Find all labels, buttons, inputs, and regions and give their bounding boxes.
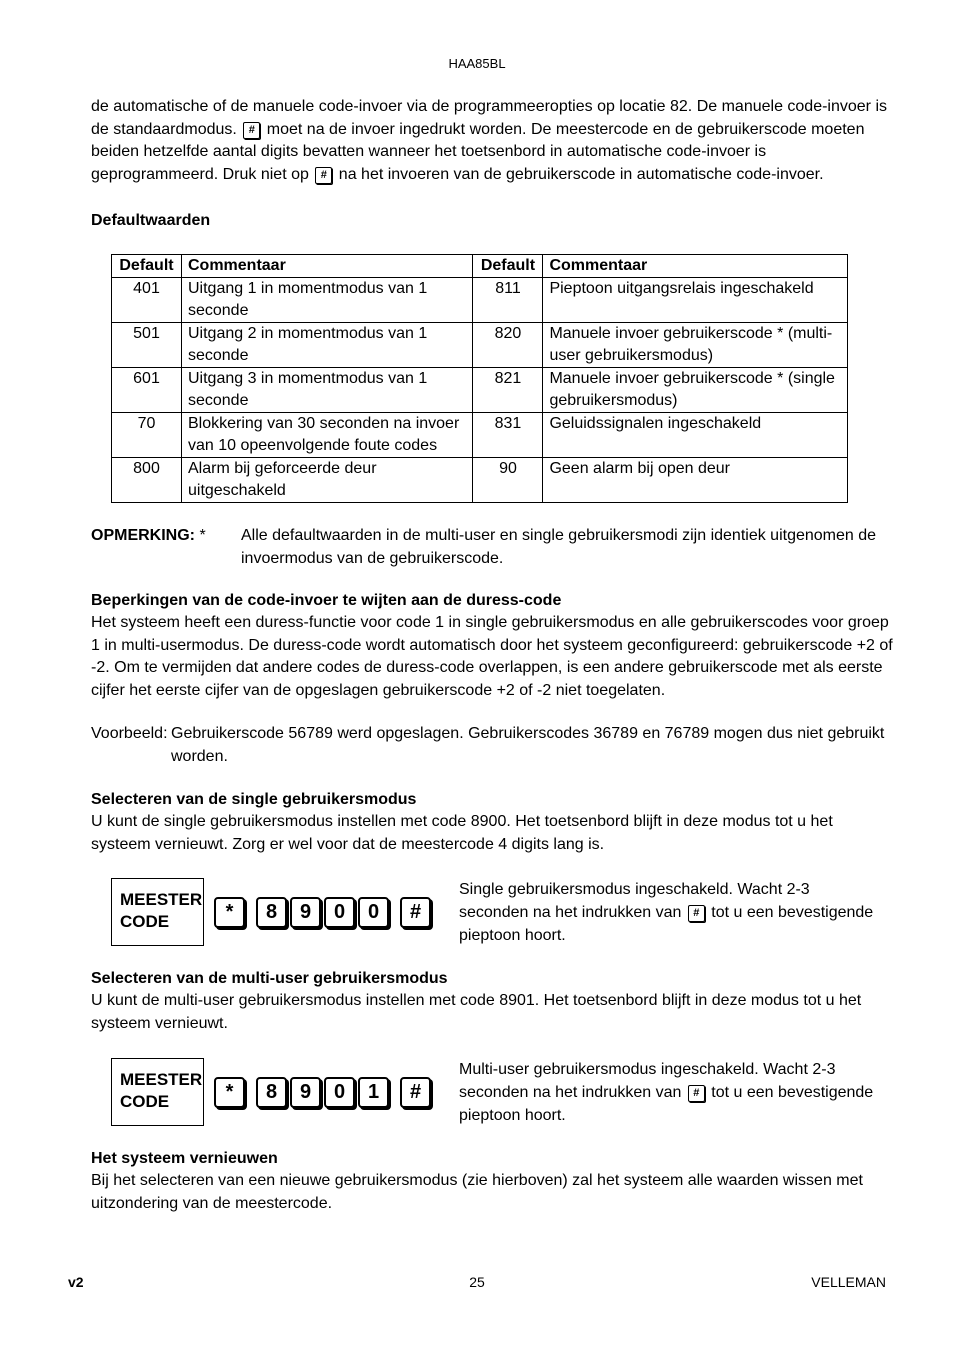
example-label: Voorbeeld: [91, 725, 168, 742]
table-cell-comment: Geen alarm bij open deur [543, 458, 848, 503]
master-code-line2: CODE [120, 1092, 170, 1111]
master-code-box [111, 878, 204, 946]
column-header-comment: Commentaar [181, 255, 472, 278]
table-cell-comment: Pieptoon uitgangsrelais ingeschakeld [543, 278, 848, 323]
hash-key-icon: # [688, 905, 705, 922]
master-code-line1: MEESTER [120, 1070, 203, 1089]
table-cell-default: 401 [112, 278, 182, 323]
single-mode-key-sequence [214, 897, 431, 928]
multi-mode-description [459, 1058, 879, 1127]
intro-text-1: de automatische of de manuele code-invoer via de programmeeropties op locatie 82. De manuele code-invoer is de standaardmodus. [91, 98, 888, 138]
table-cell-comment: Uitgang 3 in momentmodus van 1 seconde [181, 368, 472, 413]
column-header-default: Default [112, 255, 182, 278]
footer-brand: VELLEMAN [811, 1274, 886, 1290]
table-row [112, 458, 848, 503]
renew-heading: Het systeem vernieuwen [91, 1150, 278, 1167]
table-cell-comment: Uitgang 1 in momentmodus van 1 seconde [181, 278, 472, 323]
digit-key-icon: 0 [324, 897, 355, 928]
multi-side-text-2: tot u een bevestigende pieptoon hoort. [459, 1084, 874, 1124]
intro-paragraph [91, 96, 896, 186]
defaults-table [111, 254, 848, 503]
intro-text-2: moet na de invoer ingedrukt worden. De meestercode en de gebruikerscode moeten beiden hetzelfde aantal digits bevatten wanneer het toetsenbord in automatische code-invoer is geprogrammeerd. Druk niet op [91, 120, 865, 183]
table-cell-default: 800 [112, 458, 182, 503]
single-mode-description [459, 878, 879, 947]
table-cell-comment: Manuele invoer gebruikerscode * (multi-user gebruikersmodus) [543, 323, 848, 368]
master-code-line2: CODE [120, 912, 170, 931]
duress-paragraph: Het systeem heeft een duress-functie voor code 1 in single gebruikersmodus en alle gebruikerscodes voor groep 1 in multi-usermodus. De duress-code wordt automatisch door het systeem geconfigureerd: gebruikerscode +2 of -2. Om te vermijden dat andere codes de duress-code overlappen, is een andere gebruikerscode met als eerste cijfer het eerste cijfer van de opgeslagen gebruikerscode +2 of -2 niet toegelaten. [91, 614, 893, 699]
table-cell-default: 90 [473, 458, 543, 503]
table-cell-default: 820 [473, 323, 543, 368]
digit-key-icon: 1 [358, 1077, 389, 1108]
hash-key-icon: # [400, 897, 431, 928]
digit-key-icon: 8 [256, 897, 287, 928]
multi-side-text-1: Multi-user gebruikersmodus ingeschakeld. Wacht 2-3 seconden na het indrukken van [459, 1061, 836, 1101]
table-cell-default: 70 [112, 413, 182, 458]
table-cell-default: 811 [473, 278, 543, 323]
table-cell-comment: Geluidssignalen ingeschakeld [543, 413, 848, 458]
table-cell-comment: Uitgang 2 in momentmodus van 1 seconde [181, 323, 472, 368]
intro-text-3: na het invoeren van de gebruikerscode in automatische code-invoer. [338, 165, 824, 183]
footer-page-number: 25 [469, 1274, 485, 1290]
note-marker: * [199, 527, 206, 544]
hash-key-icon: # [688, 1085, 705, 1102]
note-label [91, 524, 206, 547]
column-header-default: Default [473, 255, 543, 278]
renew-paragraph: Bij het selecteren van een nieuwe gebruikersmodus (zie hierboven) zal het systeem alle waarden wissen met uitzondering van de meestercode. [91, 1172, 863, 1212]
multi-mode-paragraph: U kunt de multi-user gebruikersmodus instellen met code 8901. Het toetsenbord blijft in deze modus tot u het systeem vernieuwt. [91, 992, 862, 1032]
single-mode-paragraph: U kunt de single gebruikersmodus instellen met code 8900. Het toetsenbord blijft in deze modus tot u het systeem vernieuwt. Zorg er wel voor dat de meestercode 4 digits lang is. [91, 813, 833, 853]
digit-key-icon: 9 [290, 1077, 321, 1108]
master-code-box [111, 1058, 204, 1126]
note-label-text: OPMERKING: [91, 527, 195, 544]
hash-key-icon: # [315, 167, 332, 184]
multi-mode-key-sequence [214, 1077, 431, 1108]
table-row [112, 278, 848, 323]
digit-key-icon: 0 [358, 897, 389, 928]
footer-version: v2 [68, 1274, 84, 1290]
single-side-text-1: Single gebruikersmodus ingeschakeld. Wacht 2-3 seconden na het indrukken van [459, 881, 810, 921]
table-row [112, 413, 848, 458]
table-cell-default: 601 [112, 368, 182, 413]
hash-key-icon: # [243, 122, 260, 139]
multi-mode-heading: Selecteren van de multi-user gebruikersmodus [91, 970, 448, 987]
hash-key-icon: # [400, 1077, 431, 1108]
master-code-line1: MEESTER [120, 890, 203, 909]
table-header-row [112, 255, 848, 278]
note-text: Alle defaultwaarden in de multi-user en single gebruikersmodi zijn identiek uitgenomen de invoermodus van de gebruikerscode. [241, 527, 877, 567]
table-row [112, 323, 848, 368]
single-mode-heading: Selecteren van de single gebruikersmodus [91, 791, 417, 808]
table-cell-default: 821 [473, 368, 543, 413]
digit-key-icon: 9 [290, 897, 321, 928]
table-cell-comment: Manuele invoer gebruikerscode * (single gebruikersmodus) [543, 368, 848, 413]
star-key-icon: * [214, 1077, 245, 1108]
duress-heading: Beperkingen van de code-invoer te wijten aan de duress-code [91, 592, 562, 609]
table-row [112, 368, 848, 413]
example-text: Gebruikerscode 56789 werd opgeslagen. Gebruikerscodes 36789 en 76789 mogen dus niet gebruikt worden. [171, 725, 885, 765]
star-key-icon: * [214, 897, 245, 928]
single-side-text-2: tot u een bevestigende pieptoon hoort. [459, 904, 874, 944]
defaults-heading: Defaultwaarden [91, 212, 211, 229]
page-header-model: HAA85BL [448, 56, 506, 71]
table-cell-comment: Alarm bij geforceerde deur uitgeschakeld [181, 458, 472, 503]
digit-key-icon: 8 [256, 1077, 287, 1108]
table-cell-default: 831 [473, 413, 543, 458]
digit-key-icon: 0 [324, 1077, 355, 1108]
table-cell-comment: Blokkering van 30 seconden na invoer van 10 opeenvolgende foute codes [181, 413, 472, 458]
table-cell-default: 501 [112, 323, 182, 368]
column-header-comment: Commentaar [543, 255, 848, 278]
